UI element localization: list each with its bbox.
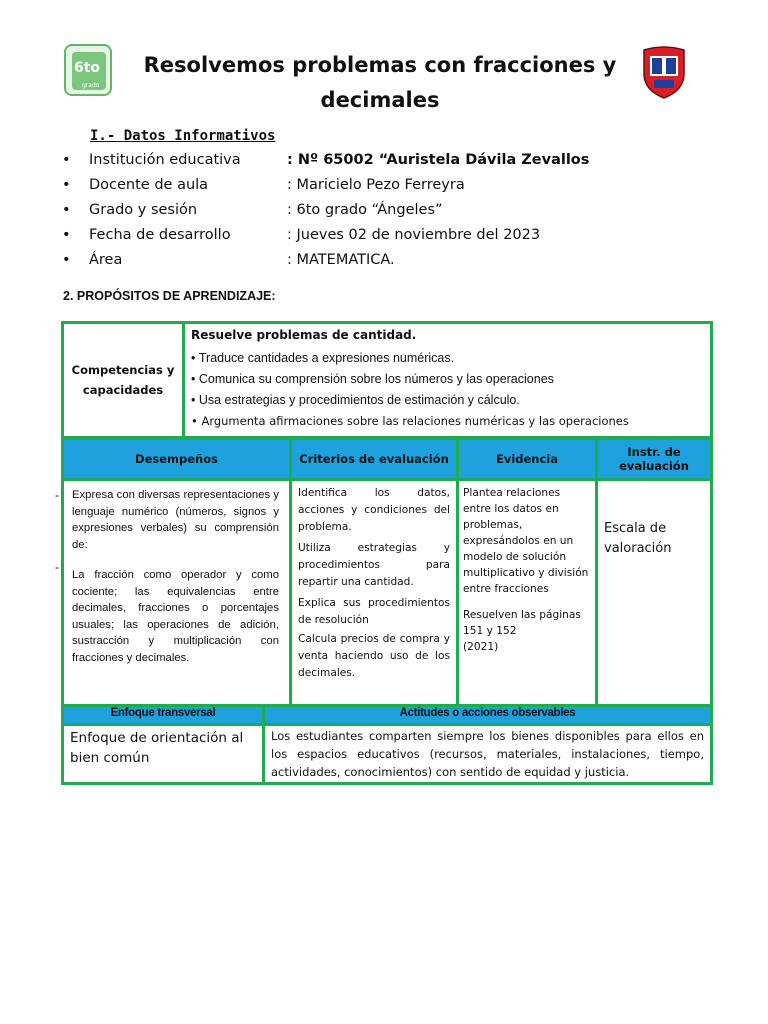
header-criterios: Criterios de evaluación — [291, 439, 458, 480]
info-row: • Docente de aula : Maricielo Pezo Ferreyra — [60, 173, 720, 198]
table-header-row — [63, 439, 712, 480]
evidencia-year: (2021) — [463, 641, 499, 653]
info-label: Grado y sesión — [89, 202, 198, 218]
evidencia-pages: Resuelven las páginas 151 y 152 — [463, 609, 581, 637]
criterio-text: Explica sus procedimientos de resolución — [298, 597, 450, 626]
criterio-text: Calcula precios de compra y venta haciendo uso de los decimales. — [298, 633, 450, 679]
info-label: Docente de aula — [89, 177, 209, 193]
capacidad-item: • Argumenta afirmaciones sobre las relaciones numéricas y las operaciones — [191, 414, 629, 428]
competencias-label: Competencias y capacidades — [63, 323, 184, 438]
school-shield-icon — [640, 44, 688, 100]
evidencia-text: Plantea relaciones entre los datos en problemas, expresándolos en un modelo de solución multiplicativo y división entre fracciones — [463, 487, 589, 595]
header-enfoque: Enfoque transversal — [63, 706, 264, 725]
table-row — [63, 725, 712, 784]
info-label: Fecha de desarrollo — [89, 227, 231, 243]
purposes-table — [61, 321, 713, 439]
table-header-row — [63, 706, 712, 725]
section-heading-propositos: 2. PROPÓSITOS DE APRENDIZAJE: — [63, 289, 276, 303]
info-value: : Nº 65002 “Auristela Dávila Zevallos — [287, 152, 590, 168]
info-value: : Maricielo Pezo Ferreyra — [287, 177, 465, 193]
info-label: Área — [89, 252, 123, 268]
info-row: • Institución educativa : Nº 65002 “Auristela Dávila Zevallos — [60, 148, 720, 173]
evidencia-cell — [458, 480, 597, 721]
info-list — [60, 148, 720, 273]
desempeno-text: La fracción como operador y como cociente; las equivalencias entre decimales, fracciones o porcentajes usuales; las operaciones de adición, sustracción y multiplicación con fracciones y decimales. — [72, 569, 279, 664]
info-label: Institución educativa — [89, 152, 241, 168]
competencias-cell — [184, 323, 712, 438]
desempenos-cell — [63, 480, 291, 721]
grade-logo — [64, 44, 112, 96]
capacidad-item: • Traduce cantidades a expresiones numéricas. — [191, 351, 455, 365]
grade-logo-text: 6to — [74, 60, 101, 76]
capacidad-item: • Usa estrategias y procedimientos de estimación y cálculo. — [191, 393, 520, 407]
enfoque-actions: Los estudiantes comparten siempre los bienes disponibles para ellos en los espacios educativos (recursos, materiales, instalaciones, tiempo, actividades, conocimientos) con sentido de equidad y justicia. — [264, 725, 712, 784]
enfoque-name: Enfoque de orientación al bien común — [63, 725, 264, 784]
info-row: • Fecha de desarrollo : Jueves 02 de noviembre del 2023 — [60, 223, 720, 248]
section-heading-datos: I.- Datos Informativos — [90, 128, 276, 144]
header-actitudes: Actitudes o acciones observables — [264, 706, 712, 725]
criterio-text: Identifica los datos, acciones y condiciones del problema. — [298, 487, 450, 533]
info-row: • Grado y sesión : 6to grado “Ángeles” — [60, 198, 720, 223]
info-row: • Área : MATEMATICA. — [60, 248, 720, 273]
info-value: : MATEMATICA. — [287, 252, 395, 268]
header-evidencia: Evidencia — [458, 439, 597, 480]
page-title: Resolvemos problemas con fracciones y decimales — [143, 53, 617, 112]
criterio-text: Utiliza estrategias y procedimientos para repartir una cantidad. — [298, 542, 450, 588]
enfoque-table — [61, 704, 713, 785]
dash-marker: - — [55, 560, 59, 574]
header-instrumento: Instr. de evaluación — [597, 439, 712, 480]
dash-marker: - — [55, 488, 59, 502]
evaluation-table — [61, 437, 713, 722]
info-value: : 6to grado “Ángeles” — [287, 202, 443, 218]
header-desempenos: Desempeños — [63, 439, 291, 480]
table-row — [63, 480, 712, 721]
competencia-title: Resuelve problemas de cantidad. — [191, 328, 417, 342]
instrumento-cell: Escala de valoración — [597, 480, 712, 721]
grade-logo-subtext: grado — [82, 82, 100, 89]
criterios-cell — [291, 480, 458, 721]
desempeno-text: Expresa con diversas representaciones y lenguaje numérico (números, signos y expresiones verbales) su comprensión de: — [72, 489, 279, 551]
info-value: : Jueves 02 de noviembre del 2023 — [287, 227, 541, 243]
capacidad-item: • Comunica su comprensión sobre los números y las operaciones — [191, 372, 554, 386]
